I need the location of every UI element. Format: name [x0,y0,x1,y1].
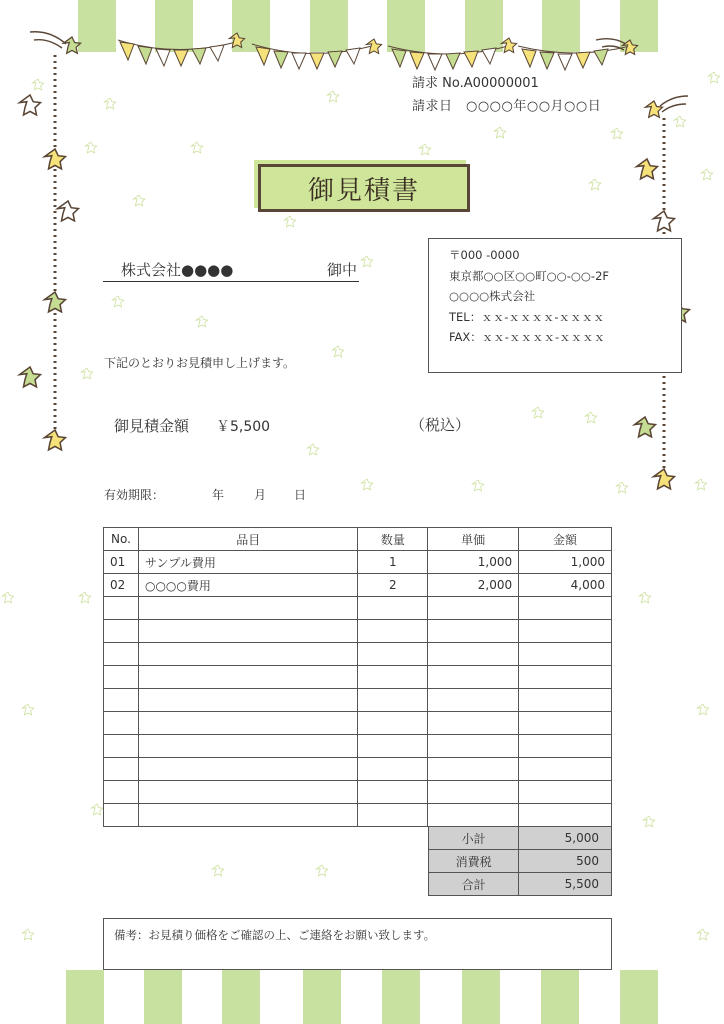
row-qty [358,620,428,643]
row-amount [519,781,612,804]
row-price [428,781,519,804]
row-price [428,804,519,827]
row-item [138,689,357,712]
header-price: 単価 [428,528,519,551]
total-label: 合計 [429,873,519,896]
document-title-box [258,164,470,212]
row-item [138,735,357,758]
tax-note: （税込） [410,416,471,434]
row-price [428,597,519,620]
row-item [138,758,357,781]
header-amount: 金額 [519,528,612,551]
issuer-fax: FAX：ｘｘ-ｘｘｘｘ-ｘｘｘｘ [449,330,606,344]
total-row [429,873,612,896]
row-no [104,735,139,758]
subtotal-label: 小計 [429,827,519,850]
table-row [104,666,612,689]
row-amount [519,712,612,735]
table-row [104,712,612,735]
row-amount: 4,000 [519,574,612,597]
table-header-row [104,528,612,551]
row-price [428,758,519,781]
tax-row [429,850,612,873]
row-item [138,804,357,827]
row-no [104,781,139,804]
document-title: 御見積書 [307,175,420,206]
row-amount [519,643,612,666]
row-qty [358,804,428,827]
items-table [103,527,612,827]
row-no: 02 [104,574,139,597]
issuer-address: 東京都○○区○○町○○-○○-2F [449,268,610,283]
amount-label: 御見積金額 [114,417,190,435]
row-item [138,620,357,643]
totals-table [428,826,612,896]
validity-year: 年 [212,488,225,502]
tax-label: 消費税 [429,850,519,873]
header-item: 品目 [138,528,357,551]
row-qty [358,758,428,781]
row-price: 1,000 [428,551,519,574]
row-qty [358,643,428,666]
row-amount [519,597,612,620]
table-row [104,551,612,574]
recipient-line [103,259,359,282]
row-item: ○○○○費用 [138,574,357,597]
row-price: 2,000 [428,574,519,597]
row-amount [519,758,612,781]
row-no: 01 [104,551,139,574]
remarks-text: 備考：お見積り価格をご確認の上、ご連絡をお願い致します。 [114,928,436,942]
table-row [104,781,612,804]
row-item [138,597,357,620]
bottom-stripe-border [0,970,724,1024]
row-amount [519,804,612,827]
row-amount: 1,000 [519,551,612,574]
row-price [428,620,519,643]
row-price [428,735,519,758]
amount-value: ￥5,500 [216,419,271,435]
table-row [104,643,612,666]
row-no [104,666,139,689]
document-date: 請求日 ○○○○年○○月○○日 [412,99,602,114]
table-row [104,735,612,758]
row-amount [519,666,612,689]
row-qty [358,781,428,804]
document-number: 請求 No.A00000001 [412,76,539,91]
total-value: 5,500 [519,873,612,896]
row-item [138,643,357,666]
row-no [104,643,139,666]
row-price [428,689,519,712]
row-item [138,781,357,804]
tax-value: 500 [519,850,612,873]
row-qty: 2 [358,574,428,597]
issuer-tel: TEL：ｘｘ-ｘｘｘｘ-ｘｘｘｘ [449,309,605,324]
row-no [104,689,139,712]
row-qty [358,597,428,620]
issuer-box [428,238,682,373]
table-row [104,597,612,620]
table-row [104,758,612,781]
validity-label: 有効期限： [104,488,165,502]
subtotal-row [429,827,612,850]
row-no [104,597,139,620]
subtotal-value: 5,000 [519,827,612,850]
row-price [428,643,519,666]
recipient-honorific: 御中 [326,261,357,279]
validity-day: 日 [294,488,307,502]
header-qty: 数量 [358,528,428,551]
validity-month: 月 [254,488,267,502]
row-qty: 1 [358,551,428,574]
row-amount [519,620,612,643]
top-stripe-border [0,0,724,52]
issuer-postal: 〒000 -0000 [449,248,520,262]
row-no [104,712,139,735]
row-no [104,804,139,827]
row-qty [358,689,428,712]
lead-text: 下記のとおりお見積申し上げます。 [104,356,296,370]
row-item [138,666,357,689]
header-no: No. [104,528,139,551]
table-row [104,804,612,827]
row-price [428,666,519,689]
row-amount [519,735,612,758]
row-price [428,712,519,735]
table-row [104,620,612,643]
remarks-box [103,918,612,970]
row-no [104,758,139,781]
row-no [104,620,139,643]
table-row [104,574,612,597]
issuer-company: ○○○○株式会社 [449,289,536,303]
row-qty [358,735,428,758]
row-item: サンプル費用 [138,551,357,574]
recipient-company: 株式会社●●●● [121,261,234,279]
row-amount [519,689,612,712]
row-item [138,712,357,735]
row-qty [358,666,428,689]
row-qty [358,712,428,735]
table-row [104,689,612,712]
